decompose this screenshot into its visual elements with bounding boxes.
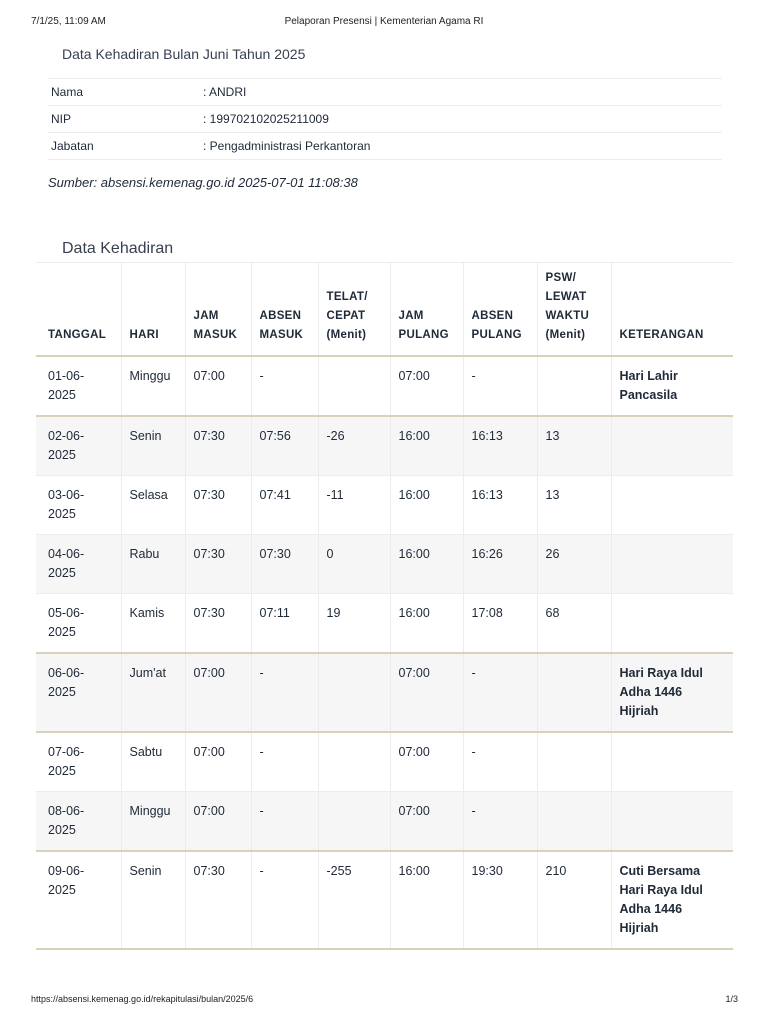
cell-keterangan: Cuti Bersama Hari Raya Idul Adha 1446 Hijriah [611,851,733,949]
cell-jam-pulang: 07:00 [390,792,463,852]
employee-info-row [48,79,722,106]
cell-jam-pulang: 07:00 [390,356,463,416]
cell-tanggal: 05-06- 2025 [36,594,121,654]
cell-psw [537,732,611,792]
cell-telat: -11 [318,476,390,535]
table-row [36,851,733,949]
cell-absen-pulang: - [463,792,537,852]
cell-telat: 0 [318,535,390,594]
cell-absen-masuk: - [251,732,318,792]
cell-psw: 13 [537,476,611,535]
cell-psw: 68 [537,594,611,654]
table-row [36,594,733,654]
cell-keterangan [611,535,733,594]
info-value: : Pengadministrasi Perkantoran [200,133,722,160]
source-note: Sumber: absensi.kemenag.go.id 2025-07-01 11:08:38 [48,175,358,190]
cell-absen-pulang: - [463,356,537,416]
attendance-table [36,262,733,950]
info-value: : 199702102025211009 [200,106,722,133]
column-header: TANGGAL [36,263,121,357]
column-header: ABSEN PULANG [463,263,537,357]
cell-jam-pulang: 16:00 [390,594,463,654]
cell-jam-pulang: 16:00 [390,416,463,476]
info-label: Jabatan [48,133,200,160]
cell-absen-pulang: 16:26 [463,535,537,594]
cell-absen-pulang: 16:13 [463,476,537,535]
info-value: : ANDRI [200,79,722,106]
cell-hari: Minggu [121,792,185,852]
cell-jam-masuk: 07:00 [185,792,251,852]
cell-jam-masuk: 07:30 [185,851,251,949]
column-header: ABSEN MASUK [251,263,318,357]
attendance-title: Data Kehadiran [62,240,174,257]
column-header: HARI [121,263,185,357]
cell-psw: 13 [537,416,611,476]
cell-keterangan [611,792,733,852]
cell-tanggal: 06-06- 2025 [36,653,121,732]
cell-absen-pulang: 19:30 [463,851,537,949]
cell-psw [537,792,611,852]
column-header: PSW/ LEWAT WAKTU (Menit) [537,263,611,357]
column-header: JAM PULANG [390,263,463,357]
cell-telat [318,653,390,732]
cell-absen-masuk: - [251,851,318,949]
page-number: 1/3 [725,994,738,1004]
print-header [0,16,768,30]
cell-absen-masuk: 07:56 [251,416,318,476]
cell-keterangan [611,594,733,654]
cell-absen-masuk: 07:11 [251,594,318,654]
cell-telat [318,732,390,792]
cell-telat [318,792,390,852]
cell-hari: Minggu [121,356,185,416]
employee-info-row [48,106,722,133]
column-header: KETERANGAN [611,263,733,357]
cell-tanggal: 01-06- 2025 [36,356,121,416]
cell-tanggal: 07-06- 2025 [36,732,121,792]
table-row [36,356,733,416]
cell-telat [318,356,390,416]
cell-psw [537,653,611,732]
cell-hari: Senin [121,851,185,949]
cell-keterangan [611,732,733,792]
column-header: JAM MASUK [185,263,251,357]
cell-hari: Rabu [121,535,185,594]
report-title: Data Kehadiran Bulan Juni Tahun 2025 [62,46,306,62]
cell-keterangan [611,476,733,535]
cell-absen-masuk: - [251,653,318,732]
cell-tanggal: 03-06- 2025 [36,476,121,535]
cell-psw: 210 [537,851,611,949]
cell-absen-pulang: - [463,653,537,732]
cell-absen-pulang: 17:08 [463,594,537,654]
attendance-header-row [36,263,733,357]
cell-absen-pulang: 16:13 [463,416,537,476]
table-row [36,732,733,792]
table-row [36,476,733,535]
cell-tanggal: 08-06- 2025 [36,792,121,852]
cell-jam-masuk: 07:00 [185,732,251,792]
cell-hari: Senin [121,416,185,476]
cell-jam-pulang: 07:00 [390,653,463,732]
cell-absen-pulang: - [463,732,537,792]
table-row [36,416,733,476]
cell-jam-masuk: 07:30 [185,535,251,594]
cell-absen-masuk: 07:41 [251,476,318,535]
cell-keterangan: Hari Lahir Pancasila [611,356,733,416]
employee-info-row [48,133,722,160]
cell-jam-pulang: 16:00 [390,476,463,535]
cell-hari: Sabtu [121,732,185,792]
cell-keterangan: Hari Raya Idul Adha 1446 Hijriah [611,653,733,732]
cell-jam-masuk: 07:00 [185,653,251,732]
cell-jam-pulang: 07:00 [390,732,463,792]
cell-jam-masuk: 07:00 [185,356,251,416]
cell-jam-masuk: 07:30 [185,416,251,476]
print-url: https://absensi.kemenag.go.id/rekapitulasi/bulan/2025/6 [31,994,254,1004]
table-row [36,653,733,732]
cell-jam-pulang: 16:00 [390,535,463,594]
info-label: NIP [48,106,200,133]
cell-hari: Jum'at [121,653,185,732]
info-label: Nama [48,79,200,106]
cell-telat: -26 [318,416,390,476]
table-row [36,535,733,594]
cell-tanggal: 09-06- 2025 [36,851,121,949]
cell-psw [537,356,611,416]
cell-absen-masuk: 07:30 [251,535,318,594]
cell-keterangan [611,416,733,476]
cell-tanggal: 04-06- 2025 [36,535,121,594]
cell-jam-masuk: 07:30 [185,594,251,654]
cell-jam-pulang: 16:00 [390,851,463,949]
employee-info-table [48,78,722,160]
print-document-title: Pelaporan Presensi | Kementerian Agama RI [284,16,484,27]
column-header: TELAT/ CEPAT (Menit) [318,263,390,357]
cell-hari: Selasa [121,476,185,535]
cell-absen-masuk: - [251,356,318,416]
print-timestamp: 7/1/25, 11:09 AM [31,16,106,27]
cell-jam-masuk: 07:30 [185,476,251,535]
cell-tanggal: 02-06- 2025 [36,416,121,476]
cell-absen-masuk: - [251,792,318,852]
cell-telat: -255 [318,851,390,949]
cell-hari: Kamis [121,594,185,654]
cell-telat: 19 [318,594,390,654]
table-row [36,792,733,852]
print-footer [0,994,768,1008]
cell-psw: 26 [537,535,611,594]
